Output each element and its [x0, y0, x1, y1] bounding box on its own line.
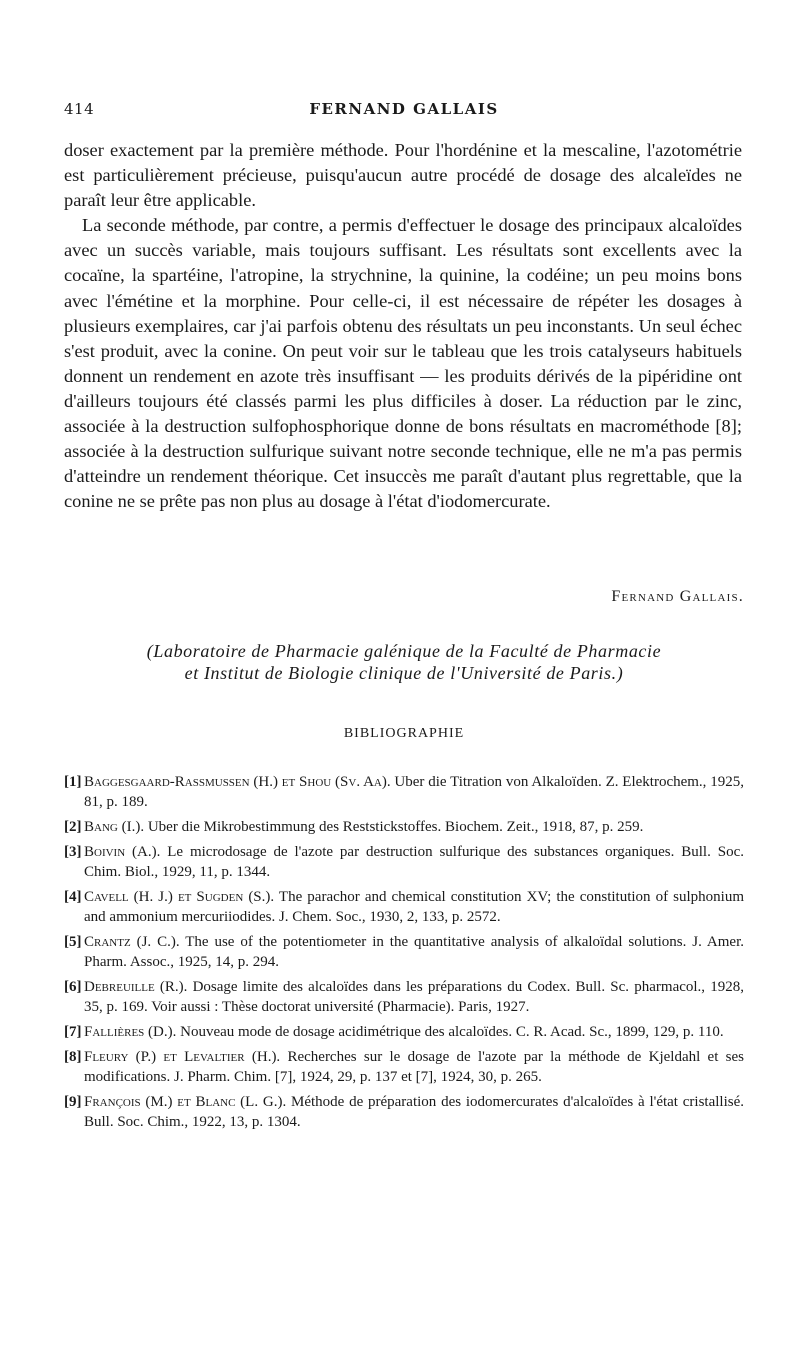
author-affiliation [64, 640, 744, 684]
bibliography-entry [64, 772, 744, 812]
reference-text: Dosage limite des alcaloïdes dans les préparations du Codex. Bull. Sc. pharmacol., 1928, 35, p. 169. Voir aussi : Thèse doctorat université (Pharmacie). Paris, 1927. [84, 979, 744, 1015]
reference-author: François (M.) et Blanc (L. G.). [84, 1094, 287, 1110]
bibliography-entry [64, 842, 744, 882]
bibliography-entry [64, 932, 744, 972]
reference-text: The use of the potentiometer in the quantitative analysis of alkaloïdal solutions. J. Amer. Pharm. Assoc., 1925, 14, p. 294. [84, 934, 744, 970]
running-header [64, 100, 744, 124]
reference-number: [9] [64, 1094, 82, 1110]
reference-author: Fallières (D.). [84, 1024, 177, 1040]
reference-author: Crantz (J. C.). [84, 934, 180, 950]
reference-number: [6] [64, 979, 82, 995]
reference-text: Méthode de préparation des iodomercurates d'alcaloïdes à l'état cristallisé. Bull. Soc. Chim., 1922, 13, p. 1304. [84, 1094, 744, 1130]
bibliography-heading: BIBLIOGRAPHIE [343, 726, 465, 741]
bibliography-entry [64, 1022, 744, 1042]
reference-author: Baggesgaard-Rassmussen (H.) et Shou (Sv. Aa). [84, 774, 391, 790]
reference-number: [3] [64, 844, 82, 860]
reference-author: Boivin (A.). [84, 844, 161, 860]
bibliography-list [64, 772, 744, 1137]
body-text [64, 138, 742, 514]
reference-number: [4] [64, 889, 82, 905]
page-number: 414 [64, 100, 95, 118]
reference-number: [8] [64, 1049, 82, 1065]
reference-text: Nouveau mode de dosage acidimétrique des alcaloïdes. C. R. Acad. Sc., 1899, 129, p. 110. [176, 1024, 724, 1040]
bibliography-entry [64, 887, 744, 927]
body-paragraph-2: La seconde méthode, par contre, a permis d'effectuer le dosage des principaux alcaloïdes avec un succès variable, mais toujours suffisant. Les résultats sont excellents avec la cocaïne, la spartéine, l'atropine, la strychnine, la quinine, la codéine; un peu moins bons avec l'émétine et la morphine. Pour celle-ci, il est nécessaire de répéter les dosages à plusieurs exemplaires, car j'ai parfois obtenu des résultats un peu inconstants. Un seul échec s'est produit, avec la conine. On peut voir sur le tableau que les trois catalyseurs habituels donnent un rendement en azote très insuffisant — les produits dérivés de la pipéridine ont d'ailleurs toujours été classés parmi les plus difficiles à doser. La réduction par le zinc, associée à la destruction sulfophosphorique donne de bons résultats en macrométhode [8]; associée à la destruction sulfurique suivant notre seconde technique, elle ne m'a pas permis d'atteindre un rendement théorique. Cet insuccès me paraît d'autant plus regrettable, que la conine ne se prête pas non plus au dosage à l'état d'iodomercurate. [64, 215, 742, 512]
affiliation-line-2: et Institut de Biologie clinique de l'Université de Paris.) [184, 663, 624, 683]
reference-author: Fleury (P.) et Levaltier (H.). [84, 1049, 281, 1065]
reference-author: Cavell (H. J.) et Sugden (S.). [84, 889, 275, 905]
bibliography-entry [64, 817, 744, 837]
reference-text: Recherches sur le dosage de l'azote par la méthode de Kjeldahl et ses modifications. J. Pharm. Chim. [7], 1924, 29, p. 137 et [7], 1924, 30, p. 265. [84, 1049, 744, 1085]
bibliography-entry [64, 977, 744, 1017]
reference-text: The parachor and chemical constitution XV; the constitution of sulphonium and ammonium mercuriiodides. J. Chem. Soc., 1930, 2, 133, p. 2572. [84, 889, 744, 925]
affiliation-line-1: (Laboratoire de Pharmacie galénique de la Faculté de Pharmacie [146, 641, 662, 661]
reference-number: [1] [64, 774, 82, 790]
reference-number: [5] [64, 934, 82, 950]
reference-text: Uber die Titration von Alkaloïden. Z. Elektrochem., 1925, 81, p. 189. [84, 774, 744, 810]
reference-author: Bang (I.). [84, 819, 145, 835]
reference-number: [2] [64, 819, 82, 835]
bibliography-entry [64, 1047, 744, 1087]
bibliography-entry [64, 1092, 744, 1132]
running-title: FERNAND GALLAIS [309, 100, 499, 118]
reference-author: Debreuille (R.). [84, 979, 188, 995]
reference-number: [7] [64, 1024, 82, 1040]
reference-text: Le microdosage de l'azote par destruction sulfurique des substances organiques. Bull. Soc. Chim. Biol., 1929, 11, p. 1344. [84, 844, 744, 880]
author-signature: Fernand Gallais. [611, 588, 744, 605]
reference-text: Uber die Mikrobestimmung des Reststickstoffes. Biochem. Zeit., 1918, 87, p. 259. [144, 819, 644, 835]
body-paragraph-1: doser exactement par la première méthode. Pour l'hordénine et la mescaline, l'azotométrie est particulièrement précieuse, puisqu'aucun autre procédé de dosage des alcaleïdes ne paraît leur être applicable. [64, 140, 742, 211]
